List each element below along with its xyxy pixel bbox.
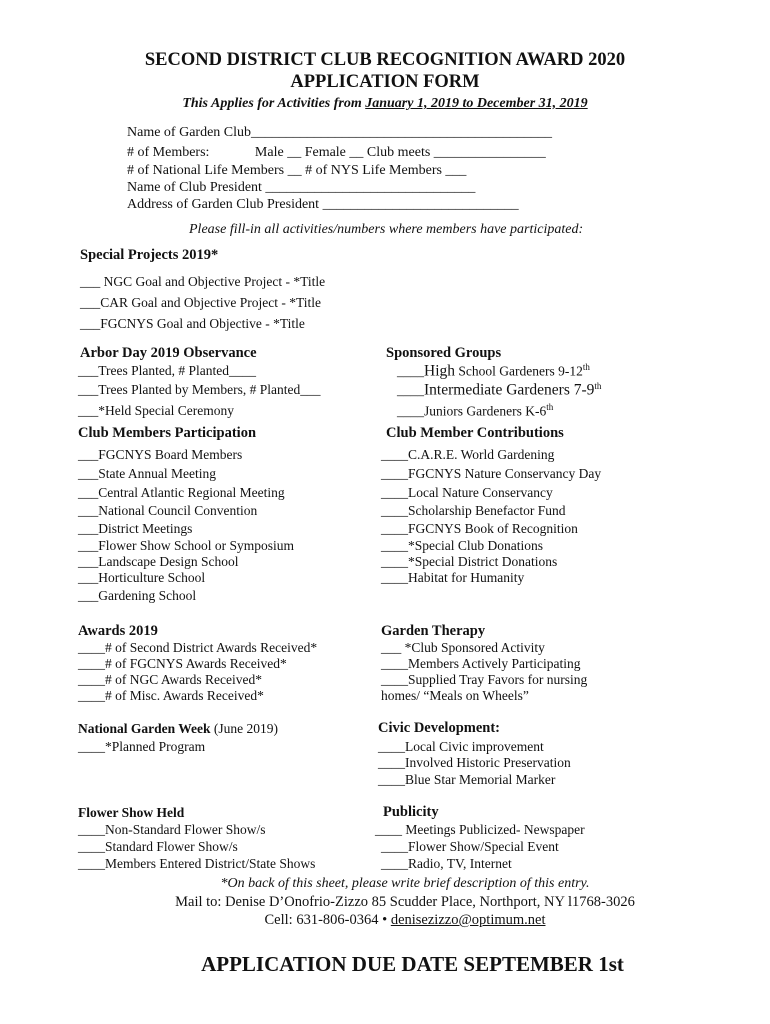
list-item[interactable]: ___Horticulture School	[78, 570, 206, 585]
civic-development-heading: Civic Development:	[378, 720, 501, 736]
list-item[interactable]: ____Habitat for Humanity	[381, 570, 525, 585]
list-item[interactable]: ____Members Actively Participating	[381, 656, 581, 671]
list-item[interactable]: ____# of Second District Awards Received*	[78, 640, 318, 655]
blank-line: ____	[397, 403, 424, 419]
list-item[interactable]: ___FGCNYS Goal and Objective - *Title	[80, 316, 305, 331]
list-item[interactable]: ____Flower Show/Special Event	[381, 839, 559, 854]
list-item[interactable]	[397, 362, 590, 381]
list-item[interactable]: ___ *Club Sponsored Activity	[381, 640, 545, 655]
group-label: Juniors Gardeners K-6	[424, 403, 547, 419]
mailing-address: Mail to: Denise D’Onofrio-Zizzo 85 Scudder Place, Northport, NY l1768-3026	[175, 894, 635, 910]
list-item[interactable]: ____FGCNYS Book of Recognition	[381, 521, 578, 536]
list-item[interactable]: ___Central Atlantic Regional Meeting	[78, 485, 285, 500]
list-item[interactable]: ___Gardening School	[78, 588, 197, 603]
list-item[interactable]: ___*Held Special Ceremony	[78, 403, 234, 418]
instruction-text: Please fill-in all activities/numbers where members have participated:	[189, 222, 584, 237]
arbor-day-heading: Arbor Day 2019 Observance	[80, 345, 257, 361]
list-item[interactable]: ____ Meetings Publicized- Newspaper	[375, 822, 585, 837]
list-item[interactable]: ___Trees Planted, # Planted____	[78, 363, 256, 378]
ordinal-suffix: th	[546, 402, 554, 412]
list-item[interactable]: ___ NGC Goal and Objective Project - *Title	[80, 274, 326, 289]
ordinal-suffix: th	[594, 381, 602, 391]
list-item[interactable]: ____Radio, TV, Internet	[381, 856, 512, 871]
list-item[interactable]: ____Involved Historic Preservation	[378, 755, 571, 770]
garden-therapy-heading: Garden Therapy	[381, 623, 486, 639]
back-of-sheet-note: *On back of this sheet, please write brief description of this entry.	[220, 876, 590, 891]
list-item[interactable]: ____*Planned Program	[78, 739, 206, 754]
national-garden-week-date: (June 2019)	[210, 721, 279, 736]
list-item-continuation: homes/ “Meals on Wheels”	[381, 688, 529, 703]
president-address-field[interactable]: Address of Garden Club President ____________________________	[127, 197, 519, 212]
list-item[interactable]: ____*Special District Donations	[381, 554, 558, 569]
list-item[interactable]: ___National Council Convention	[78, 503, 258, 518]
national-garden-week-title: National Garden Week	[78, 721, 211, 736]
ordinal-suffix: th	[582, 362, 590, 372]
list-item[interactable]: ____Blue Star Memorial Marker	[378, 772, 556, 787]
date-range-prefix: This Applies for Activities from	[182, 96, 366, 111]
publicity-heading: Publicity	[383, 804, 439, 820]
group-label-large: Intermediate Gardeners 7-9	[424, 381, 595, 399]
club-name-field[interactable]: Name of Garden Club___________________________________________	[127, 125, 553, 140]
awards-heading: Awards 2019	[78, 623, 158, 639]
list-item[interactable]: ____FGCNYS Nature Conservancy Day	[381, 466, 602, 481]
list-item[interactable]: ____Non-Standard Flower Show/s	[78, 822, 266, 837]
date-range-note	[0, 96, 770, 112]
flower-show-heading: Flower Show Held	[78, 805, 185, 820]
national-garden-week-heading	[78, 721, 278, 737]
blank-line: ____	[397, 363, 424, 379]
list-item[interactable]: ___District Meetings	[78, 521, 193, 536]
list-item[interactable]: ____Local Civic improvement	[378, 739, 544, 754]
special-projects-heading: Special Projects 2019*	[80, 247, 219, 263]
life-members-field[interactable]: # of National Life Members __ # of NYS Life Members ___	[127, 163, 467, 178]
application-due-date: APPLICATION DUE DATE SEPTEMBER 1st	[201, 952, 624, 976]
list-item[interactable]: ____# of FGCNYS Awards Received*	[78, 656, 287, 671]
list-item[interactable]: ____*Special Club Donations	[381, 538, 543, 553]
list-item[interactable]: ____Scholarship Benefactor Fund	[381, 503, 566, 518]
club-member-contributions-heading: Club Member Contributions	[386, 425, 564, 441]
date-range-value: January 1, 2019 to December 31, 2019	[365, 96, 588, 111]
email-link[interactable]: denisezizzo@optimum.net	[390, 912, 546, 928]
cell-phone: Cell: 631-806-0364 •	[264, 912, 391, 928]
list-item[interactable]: ____Members Entered District/State Shows	[78, 856, 316, 871]
group-label-large: High	[424, 362, 455, 380]
form-subtitle-title: APPLICATION FORM	[290, 72, 480, 92]
president-name-field[interactable]: Name of Club President ______________________________	[127, 180, 476, 195]
list-item[interactable]: ____C.A.R.E. World Gardening	[381, 447, 555, 462]
list-item[interactable]: ____Supplied Tray Favors for nursing	[381, 672, 588, 687]
list-item[interactable]: ___State Annual Meeting	[78, 466, 216, 481]
list-item[interactable]: ____Local Nature Conservancy	[381, 485, 553, 500]
list-item[interactable]: ____Standard Flower Show/s	[78, 839, 238, 854]
club-members-participation-heading: Club Members Participation	[78, 425, 257, 441]
list-item[interactable]	[397, 381, 601, 400]
list-item[interactable]: ____# of NGC Awards Received*	[78, 672, 262, 687]
list-item[interactable]: ___FGCNYS Board Members	[78, 447, 243, 462]
form-title: SECOND DISTRICT CLUB RECOGNITION AWARD 2020	[144, 50, 626, 70]
list-item[interactable]: ___Landscape Design School	[78, 554, 239, 569]
list-item[interactable]: ____# of Misc. Awards Received*	[78, 688, 264, 703]
list-item[interactable]	[397, 402, 553, 421]
blank-line: ____	[397, 382, 424, 398]
list-item[interactable]: ___Trees Planted by Members, # Planted___	[78, 382, 321, 397]
list-item[interactable]: ___Flower Show School or Symposium	[78, 538, 295, 553]
sponsored-groups-heading: Sponsored Groups	[386, 345, 502, 361]
list-item[interactable]: ___CAR Goal and Objective Project - *Title	[80, 295, 321, 310]
members-field[interactable]: # of Members: Male __ Female __ Club meets ________________	[127, 145, 546, 160]
group-label: School Gardeners 9-12	[455, 363, 583, 379]
contact-line	[0, 912, 770, 929]
